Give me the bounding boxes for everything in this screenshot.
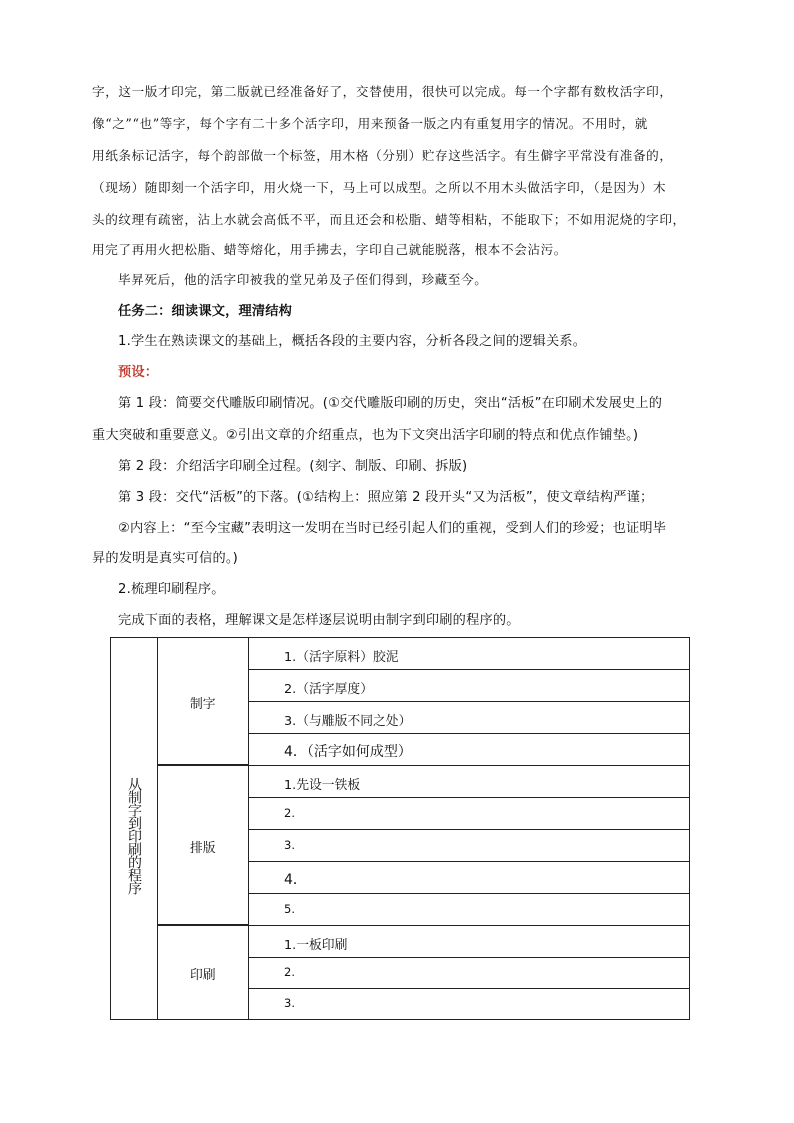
group-label-paiban: 排版 <box>190 841 216 856</box>
procedure-table <box>110 637 690 1020</box>
table-row <box>248 829 690 862</box>
answer-para-3b: ②内容上：“至今宝藏”表明这一发明在当时已经引起人们的重视，受到人们的珍爱；也证明毕 <box>118 521 667 536</box>
preset-label: 预设： <box>118 365 159 380</box>
answer-para-3c: 昇的发明是真实可信的。) <box>92 551 239 566</box>
answer-para-2: 第 2 段：介绍活字印刷全过程。(刻字、制版、印刷、拆版) <box>118 459 468 474</box>
translation-line-5: 头的纹理有疏密，沾上水就会高低不平，而且还会和松脂、蜡等相粘，不能取下；不如用泥烧的字印， <box>92 212 686 227</box>
row-text: 1.（活字原料）胶泥 <box>284 650 399 665</box>
row-text: 3. <box>284 996 295 1010</box>
translation-line-4: （现场）随即刻一个活字印，用火烧一下，马上可以成型。之所以不用木头做活字印，（是因为）木 <box>92 180 667 195</box>
group-label-yinshua: 印刷 <box>190 968 216 983</box>
row-text: 4．（活字如何成型） <box>284 744 412 760</box>
outer-label: 从制字到印刷的程序 <box>126 777 142 894</box>
translation-line-1: 字，这一版才印完，第二版就已经准备好了，交替使用，很快可以完成。每一个字都有数枚活字印， <box>92 84 673 99</box>
row-text: 2. <box>284 806 295 820</box>
row-text: 3.（与雕版不同之处） <box>284 714 412 729</box>
row-text: 4． <box>284 872 307 888</box>
translation-line-3: 用纸条标记活字，每个韵部做一个标签，用木格（分别）贮存这些活字。有生僻字平常没有准备的， <box>92 148 673 163</box>
table-row <box>248 988 690 1020</box>
answer-para-3a: 第 3 段：交代“活板”的下落。(①结构上：照应第 2 段开头“又为活板”，使文章结构严谨； <box>118 490 654 505</box>
question-2: 2.梳理印刷程序。 <box>118 582 225 597</box>
translation-line-2: 像“之”“也”等字，每个字有二十多个活字印，用来预备一版之内有重复用字的情况。不用时，就 <box>92 116 648 131</box>
translation-line-6: 用完了再用火把松脂、蜡等熔化，用手拂去，字印自己就能脱落，根本不会沾污。 <box>92 242 567 257</box>
table-row <box>248 861 690 894</box>
table-row <box>248 957 690 989</box>
translation-line-7: 毕昇死后，他的活字印被我的堂兄弟及子侄们得到，珍藏至今。 <box>118 272 488 287</box>
answer-para-1a: 第 1 段：简要交代雕版印刷情况。(①交代雕版印刷的历史，突出“活板”在印刷术发展史上的 <box>118 396 663 411</box>
table-row <box>248 797 690 830</box>
row-text: 2. <box>284 965 295 979</box>
question-2-description: 完成下面的表格，理解课文是怎样逐层说明由制字到印刷的程序的。 <box>118 613 520 628</box>
group-label-zhizi: 制字 <box>190 697 216 712</box>
question-1: 1.学生在熟读课文的基础上，概括各段的主要内容，分析各段之间的逻辑关系。 <box>118 334 587 349</box>
row-text: 2.（活字厚度） <box>284 682 373 697</box>
table-row <box>248 893 690 926</box>
row-text: 3. <box>284 838 295 852</box>
row-text: 5. <box>284 902 295 916</box>
row-text: 1.先设一铁板 <box>284 778 361 793</box>
answer-para-1b: 重大突破和重要意义。②引出文章的介绍重点，也为下文突出活字印刷的特点和优点作铺垫。) <box>92 428 639 443</box>
row-text: 1.一板印刷 <box>284 938 348 953</box>
task-heading: 任务二：细读课文，理清结构 <box>118 304 293 319</box>
